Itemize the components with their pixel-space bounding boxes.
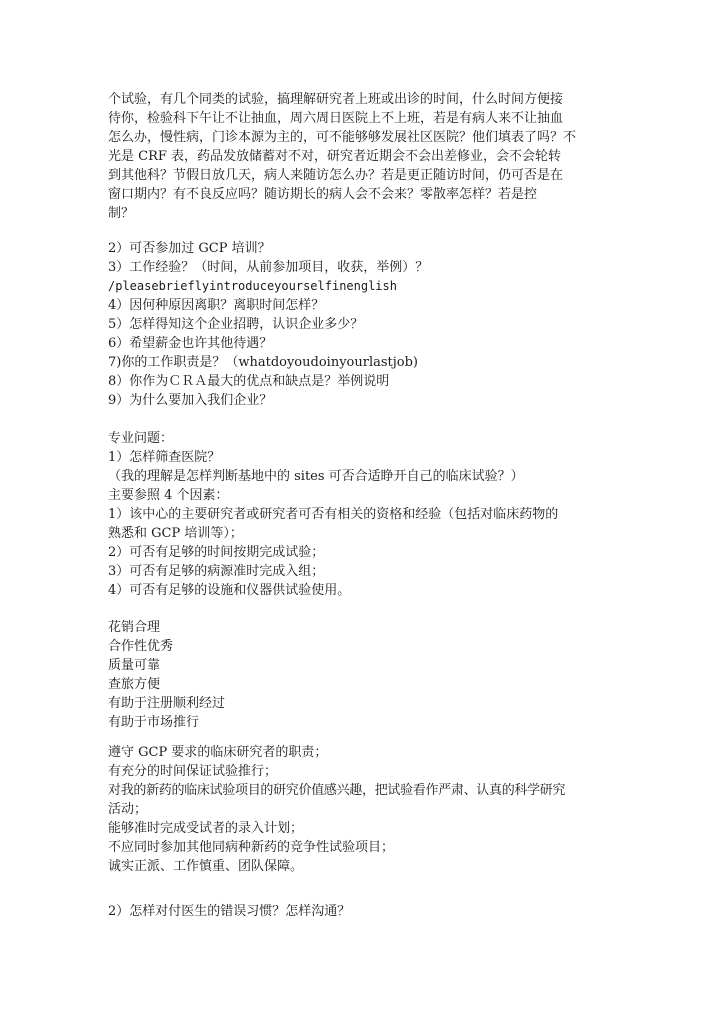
question-item: 2）可否参加过 GCP 培训？ [108,241,271,256]
question-item: 7)你的工作职责是？（whatdoyoudoinyourlastjob) [108,355,419,370]
text-line: 不应同时参加其他同病种新药的竞争性试验项目； [108,840,395,855]
text-line: 到其他科？节假日放几天，病人来随访怎么办？若是更正随访时间，仍可否是在 [108,168,564,183]
text-line: 窗口期内？有不良反应吗？随访期长的病人会不会来？零散率怎样？若是控 [108,187,538,202]
list-item: 查旅方便 [108,677,161,692]
text-line: 有充分的时间保证试验推行； [108,764,278,779]
question-item: 3）工作经验？（时间，从前参加项目，收获，举例）？ [108,260,429,275]
final-question [108,902,608,921]
text-line: 怎么办，慢性病，门诊本源为主的，可不能够够发展社区医院？他们填表了吗？不 [108,130,577,145]
investigator-duties [108,743,620,876]
question-item: 6）希望薪金也许其他待遇？ [108,336,273,351]
question-item: 4）因何种原因离职？离职时间怎样？ [108,298,325,313]
text-line: 制？ [108,206,135,221]
section-heading: 专业问题： [108,431,174,446]
question-item: 9）为什么要加入我们企业？ [108,393,273,408]
text-line: 熟悉和 GCP 培训等）； [108,526,243,541]
text-line: 1）怎样筛查医院？ [108,450,221,465]
text-line: 2）可否有足够的时间按期完成试验； [108,545,325,560]
text-line: 对我的新药的临床试验项目的研究价值感兴趣，把试验看作严肃、认真的科学研究 [108,783,566,798]
text-line: （我的理解是怎样判断基地中的 sites 可否合适睁开自己的临床试验？） [108,469,524,484]
question-item: 5）怎样得知这个企业招聘，认识企业多少？ [108,317,364,332]
text-line: 1）该中心的主要研究者或研究者可否有相关的资格和经验（包括对临床药物的 [108,507,559,522]
text-line: 主要参照 4 个因素： [108,488,229,503]
text-line: 光是 CRF 表，药品发放储蓄对不对，研究者近期会不会出差修业，会不会轮转 [108,149,562,164]
text-line: 4）可否有足够的设施和仪器供试验使用。 [108,583,351,598]
list-item: 有助于注册顺利经过 [108,696,226,711]
text-line: 遵守 GCP 要求的临床研究者的职责； [108,745,328,760]
text-line: 待你，检验科下午让不让抽血，周六周日医院上不上班，若是有病人来不让抽血 [108,111,564,126]
text-line: 能够准时完成受试者的录入计划； [108,821,304,836]
text-line: 活动； [108,802,148,817]
list-item: 有助于市场推行 [108,715,200,730]
professional-section [108,429,608,600]
text-line: 诚实正派、工作慎重、团队保障。 [108,859,304,874]
question-item: 2）怎样对付医生的错误习惯？怎样沟通？ [108,904,351,919]
list-item: 质量可靠 [108,658,161,673]
intro-paragraph [108,90,608,223]
list-item: 花销合理 [108,620,161,635]
interview-questions [108,239,608,410]
text-line: 3）可否有足够的病源准时完成入组； [108,564,325,579]
list-item: 合作性优秀 [108,639,174,654]
advantages-list [108,618,608,732]
text-line: 个试验，有几个同类的试验，搞理解研究者上班或出诊的时间，什么时间方便接 [108,92,564,107]
question-item: /pleasebrieflyintroduceyourselfinenglish [108,279,397,293]
question-item: 8）你作为ＣＲＡ最大的优点和缺点是？举例说明 [108,374,390,389]
